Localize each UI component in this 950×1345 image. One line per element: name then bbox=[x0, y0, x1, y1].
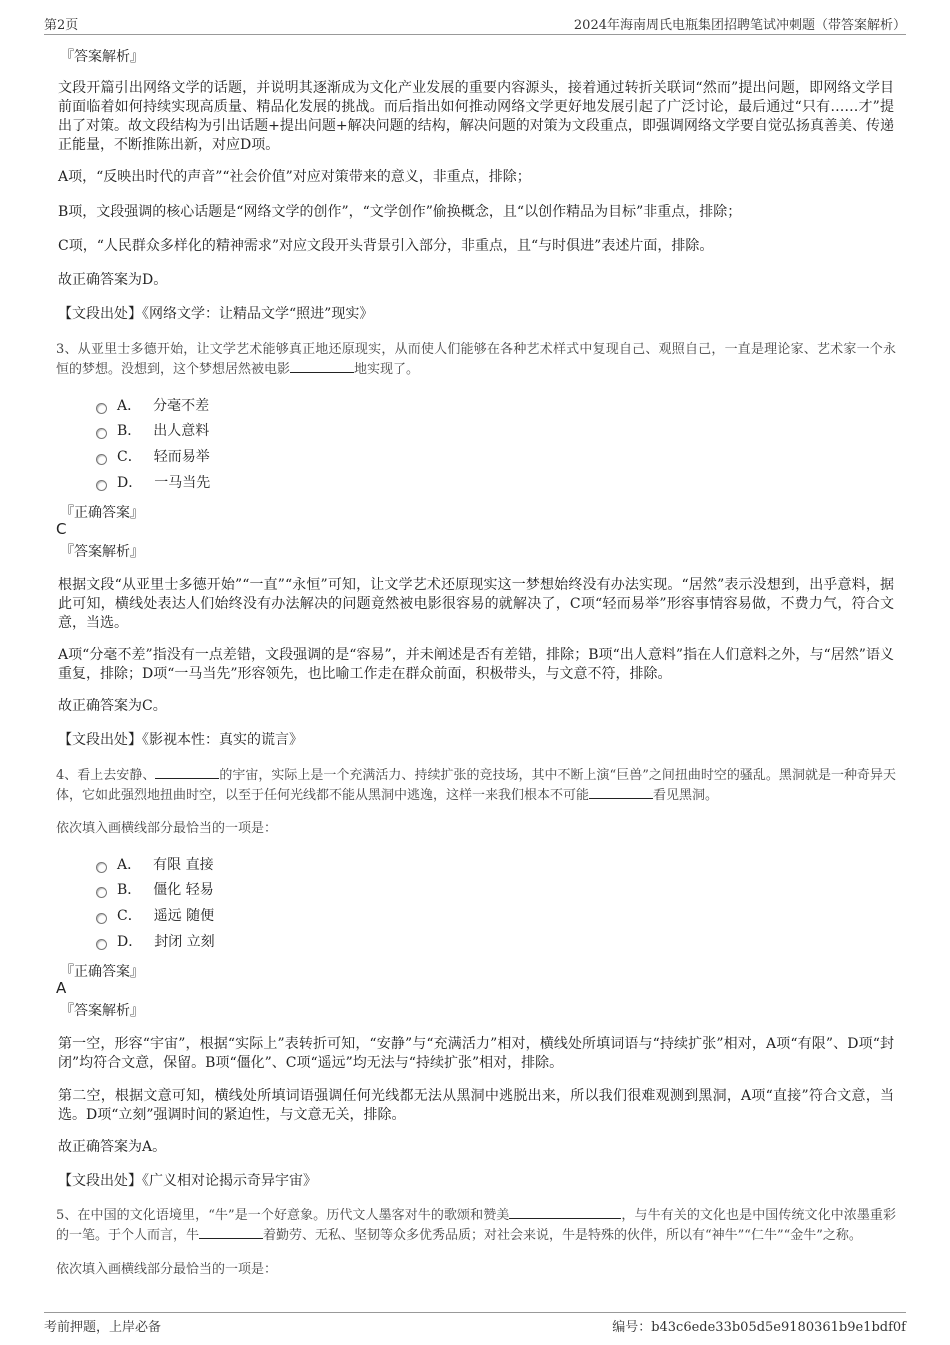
q4-blank-1 bbox=[155, 766, 219, 779]
q3-analysis-p1: 根据文段“从亚里士多德开始”“一直”“永恒”可知，让文学艺术还原现实这一梦想始终没有办法实现。“居然”表示没想到，出乎意料，据此可知，横线处表达人们始终没有办法解决的问题竟然被电影很容易的就解决了，C项“轻而易举”形容事情容易做，不费力气，符合文意，当选。 bbox=[58, 577, 894, 631]
q3-source: 【文段出处】《影视本性：真实的谎言》 bbox=[58, 732, 303, 748]
q5-prompt: 依次填入画横线部分最恰当的一项是： bbox=[56, 1262, 278, 1277]
q4-analysis-p1: 第一空，形容“宇宙”，根据“实际上”表转折可知，“安静”与“充满活力”相对，横线处所填词语与“持续扩张”相对，A项“有限”、D项“封闭”均符合文意，保留。B项“僵化”、C项“遥远”均无法与“持续扩张”相对，排除。 bbox=[58, 1036, 894, 1071]
q4-prompt: 依次填入画横线部分最恰当的一项是： bbox=[56, 821, 278, 836]
q4-source: 【文段出处】《广义相对论揭示奇异宇宙》 bbox=[58, 1173, 317, 1189]
page-header bbox=[44, 14, 906, 35]
q2-source: 【文段出处】《网络文学：让精品文学“照进”现实》 bbox=[58, 306, 374, 322]
document-title: 2024年海南周氏电瓶集团招聘笔试冲刺题（带答案解析） bbox=[573, 18, 906, 33]
radio-icon[interactable] bbox=[96, 428, 107, 439]
q5-blank-2 bbox=[199, 1226, 263, 1239]
q4-analysis-tag: 『答案解析』 bbox=[60, 1003, 144, 1019]
q4-option-a[interactable]: A． 有限 直接 bbox=[96, 856, 214, 874]
q2-analysis-p3: B项，文段强调的核心话题是“网络文学的创作”，“文学创作”偷换概念，且“以创作精品为目标”非重点，排除； bbox=[58, 204, 742, 220]
q4-option-c[interactable]: C． 遥远 随便 bbox=[96, 907, 214, 925]
document-id: 编号：b43c6ede33b05d5e9180361b9e1bdf0f bbox=[612, 1320, 906, 1335]
q3-stem: 3、从亚里士多德开始，让文学艺术能够真正地还原现实，从而使人们能够在各种艺术样式中复现自己、观照自己，一直是理论家、艺术家一个永恒的梦想。没想到，这个梦想居然被电影 地实现了。 bbox=[56, 342, 896, 377]
q4-answer: A bbox=[56, 979, 67, 997]
radio-icon[interactable] bbox=[96, 403, 107, 414]
q4-option-d[interactable]: D． 封闭 立刻 bbox=[96, 933, 215, 951]
radio-icon[interactable] bbox=[96, 862, 107, 873]
q3-option-a[interactable]: A． 分毫不差 bbox=[96, 397, 209, 415]
q3-analysis-p2: A项“分毫不差”指没有一点差错，文段强调的是“容易”，并未阐述是否有差错，排除；B项“出人意料”指在人们意料之外，与“居然”语义重复，排除；D项“一马当先”形容领先，也比喻工作走在群众前面，积极带头，与文意不符，排除。 bbox=[58, 647, 894, 682]
q2-analysis-tag: 『答案解析』 bbox=[60, 49, 144, 65]
q4-stem: 4、看上去安静、 的宇宙，实际上是一个充满活力、持续扩张的竞技场，其中不断上演“巨兽”之间扭曲时空的骚乱。黑洞就是一种奇异天体，它如此强烈地扭曲时空，以至于任何光线都不能从黑洞中逃逸，这样一来我们根本不可能 看见黑洞。 bbox=[56, 768, 896, 803]
q4-analysis-p2: 第二空，根据文意可知，横线处所填词语强调任何光线都无法从黑洞中逃脱出来，所以我们很难观测到黑洞，A项“直接”符合文意，当选。D项“立刻”强调时间的紧迫性，与文意无关，排除。 bbox=[58, 1088, 894, 1123]
q3-analysis-tag: 『答案解析』 bbox=[60, 544, 144, 560]
radio-icon[interactable] bbox=[96, 939, 107, 950]
q2-analysis-p4: C项，“人民群众多样化的精神需求”对应文段开头背景引入部分，非重点，且“与时俱进”表述片面，排除。 bbox=[58, 238, 714, 254]
q4-blank-2 bbox=[589, 786, 653, 799]
radio-icon[interactable] bbox=[96, 454, 107, 465]
q3-answer: C bbox=[56, 520, 67, 538]
q2-analysis-p5: 故正确答案为D。 bbox=[58, 272, 168, 288]
q3-blank bbox=[290, 360, 354, 373]
radio-icon[interactable] bbox=[96, 913, 107, 924]
q4-analysis-p3: 故正确答案为A。 bbox=[58, 1139, 167, 1155]
footer-slogan: 考前押题，上岸必备 bbox=[44, 1320, 162, 1335]
q3-answer-tag: 『正确答案』 bbox=[60, 505, 144, 521]
q2-analysis-p2: A项，“反映出时代的声音”“社会价值”对应对策带来的意义，非重点，排除； bbox=[58, 169, 531, 185]
q4-answer-tag: 『正确答案』 bbox=[60, 964, 144, 980]
q4-option-b[interactable]: B． 僵化 轻易 bbox=[96, 881, 214, 899]
q2-analysis-p1: 文段开篇引出网络文学的话题，并说明其逐渐成为文化产业发展的重要内容源头，接着通过转折关联词“然而”提出问题，即网络文学目前面临着如何持续实现高质量、精品化发展的挑战。而后指出如何推动网络文学更好地发展引起了广泛讨论，最后通过“只有……才”提出了对策。故文段结构为引出话题+提出问题+解决问题的结构，解决问题的对策为文段重点，即强调网络文学要自觉弘扬真善美、传递正能量，不断推陈出新，对应D项。 bbox=[58, 80, 894, 153]
q3-analysis-p3: 故正确答案为C。 bbox=[58, 698, 167, 714]
radio-icon[interactable] bbox=[96, 480, 107, 491]
q5-blank-1 bbox=[509, 1206, 621, 1219]
page-number: 第2页 bbox=[44, 18, 79, 33]
q3-option-b[interactable]: B． 出人意料 bbox=[96, 422, 209, 440]
page-footer bbox=[44, 1312, 906, 1336]
q5-stem: 5、在中国的文化语境里，“牛”是一个好意象。历代文人墨客对牛的歌颂和赞美 ，与牛有关的文化也是中国传统文化中浓墨重彩的一笔。于个人而言，牛 着勤劳、无私、坚韧等众多优秀品质；对社会来说，牛是特殊的伙伴，所以有“神牛”“仁牛”“金牛”之称。 bbox=[56, 1208, 896, 1243]
q3-option-d[interactable]: D． 一马当先 bbox=[96, 474, 210, 492]
radio-icon[interactable] bbox=[96, 887, 107, 898]
q3-option-c[interactable]: C． 轻而易举 bbox=[96, 448, 210, 466]
